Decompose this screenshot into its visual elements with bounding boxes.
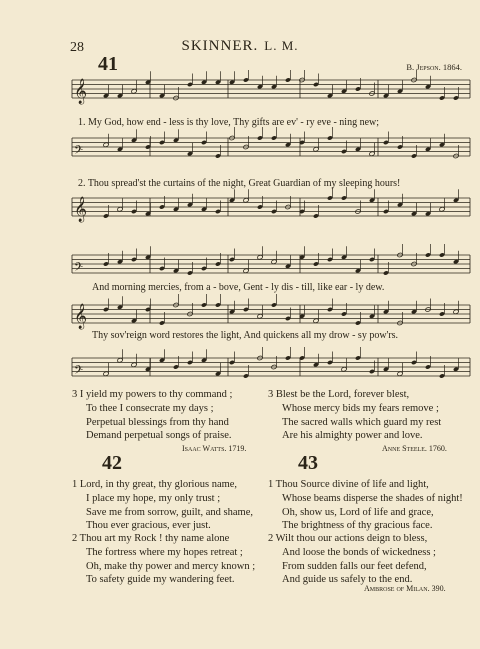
lyric-line-2: 2. Thou spread'st the curtains of the night, Great Guardian of my sleeping hours! [78,178,401,189]
tune-name: SKINNER. [181,38,259,54]
svg-text:𝄞: 𝄞 [74,304,88,329]
lyric-line-1: 1. My God, how end - less is thy love, Thy gifts are ev' - ry eve - ning new; [78,117,380,128]
hymn43-verse-1: 1 Thou Source divine of life and light, Whose beams disperse the shades of night! Oh, show us, Lord of life and grace, The brightness of thy gracious face. [268,479,463,532]
svg-text:𝄞: 𝄞 [74,197,88,222]
hymn43-verse-2: 2 Wilt thou our actions deign to bless, And loose the bonds of wickedness ; From sudden falls our feet defend, And guide us safely to the end. [268,533,436,586]
hymn42-verse-2: 2 Thou art my Rock ! thy name alone The fortress where my hopes retreat ; Oh, make thy power and mercy known ; To safety guide my wandering feet. [72,533,256,586]
hymn41-author-watts: Isaac Watts. 1719. [182,444,247,453]
hymn42-verse-1: 1 Lord, in thy great, thy glorious name, I place my hope, my only trust ; Save me from sorrow, guilt, and shame, Thou ever gracious, ever just. [72,479,253,532]
hymn-number-41: 41 [98,53,118,75]
svg-text:𝄢: 𝄢 [74,364,84,380]
hymn-number-42: 42 [102,452,122,474]
svg-text:𝄢: 𝄢 [74,144,84,160]
tune-title [0,38,480,55]
lyric-line-3: And morning mercies, from a - bove, Gent - ly dis - till, like ear - ly dew. [92,282,385,293]
hymn41-author-steele: Anne Steele. 1760. [382,444,447,453]
svg-text:𝄞: 𝄞 [74,79,88,104]
hymn-number-43: 43 [298,452,318,474]
meter: L. M. [264,38,299,53]
page-number: 28 [70,40,84,55]
lyric-line-4: Thy sov'reign word restores the light, And quickens all my drow - sy pow'rs. [92,330,399,341]
hymn41-verse-4: 3 Blest be the Lord, forever blest, Whose mercy bids my fears remove ; The sacred walls which guard my rest Are his almighty power and love. [268,389,442,442]
svg-text:𝄢: 𝄢 [74,261,84,277]
hymn41-verse-3: 3 I yield my powers to thy command ; To thee I consecrate my days ; Perpetual blessings from thy hand Demand perpetual songs of praise. [72,389,233,442]
hymn43-author: Ambrose of Milan. 390. [364,584,446,593]
composer-credit: B. Jepson. 1864. [406,62,462,72]
